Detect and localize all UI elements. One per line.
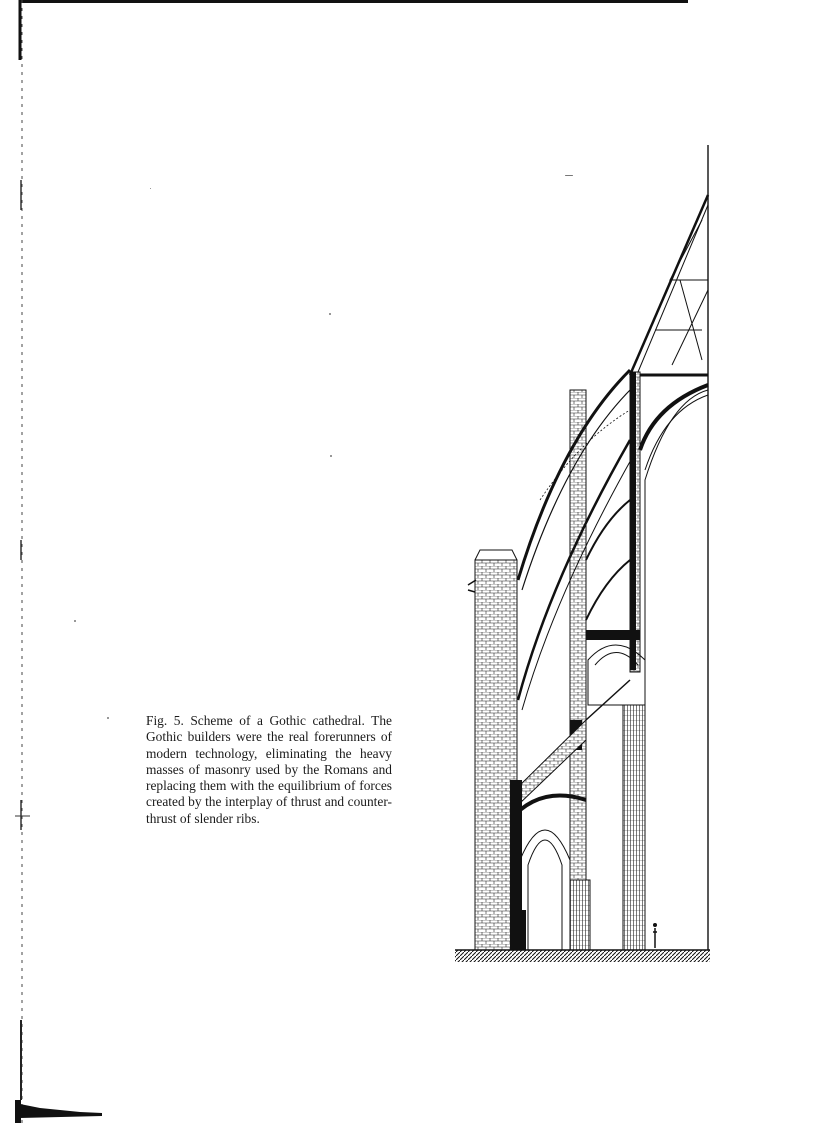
gothic-cathedral-cross-section-icon — [440, 140, 730, 975]
scan-speck — [150, 188, 151, 189]
scan-speck — [74, 620, 76, 622]
scan-speck — [329, 313, 331, 315]
caption-text: Fig. 5. Scheme of a Gothic cathedral. The Gothic builders were the real forerunners of modern technology, eliminating the heavy masses of masonry used by the Romans and replacing them with the equilibrium of forces created by the interplay of thrust and counter-thrust of slender ribs. — [146, 713, 392, 826]
scan-edge-marks — [0, 0, 30, 1123]
top-border-line — [20, 0, 688, 3]
scan-speck — [107, 717, 109, 719]
bottom-corner-mark — [20, 1100, 110, 1123]
figure-caption — [146, 713, 392, 827]
scan-speck — [330, 455, 332, 457]
